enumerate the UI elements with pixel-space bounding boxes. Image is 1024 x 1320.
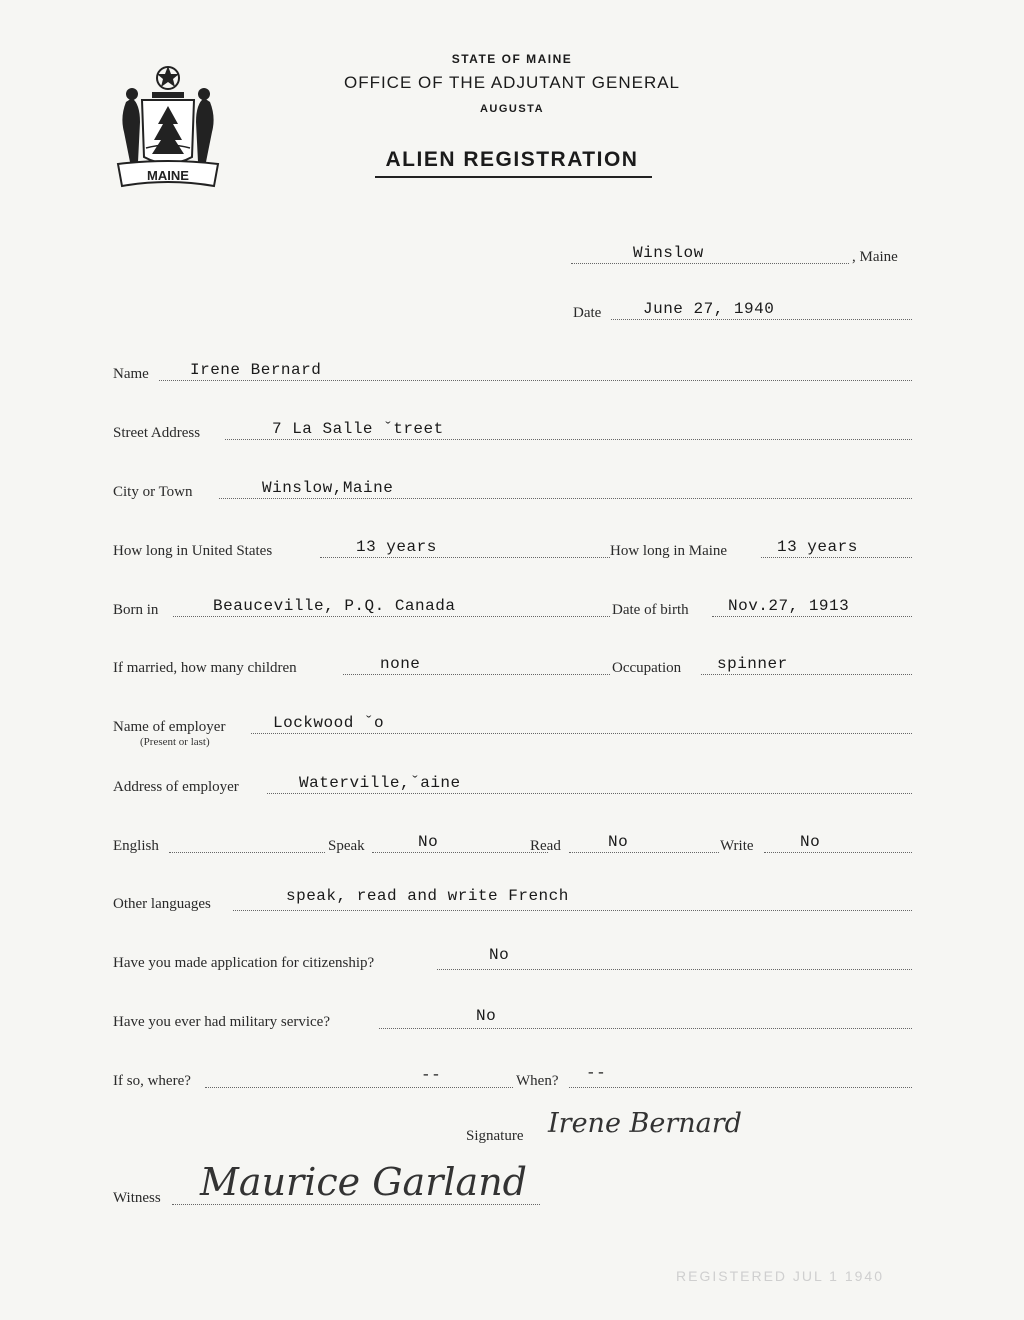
military-value: No xyxy=(476,1007,497,1025)
form-title: ALIEN REGISTRATION xyxy=(385,148,639,171)
children-label: If married, how many children xyxy=(113,660,297,676)
employer-address-row xyxy=(113,774,912,796)
english-label: English xyxy=(113,838,159,854)
location-row xyxy=(113,244,912,266)
military-label: Have you ever had military service? xyxy=(113,1014,330,1030)
city-value: Winslow,Maine xyxy=(262,479,394,497)
employer-row xyxy=(113,714,912,736)
date-value: June 27, 1940 xyxy=(643,300,775,318)
header-state: STATE OF MAINE xyxy=(451,52,573,66)
employer-value: Lockwood ˇo xyxy=(273,714,385,732)
employer-label: Name of employer xyxy=(113,719,226,735)
birth-row xyxy=(113,597,912,619)
town-value: Winslow xyxy=(633,244,704,262)
children-row xyxy=(113,655,912,677)
english-row xyxy=(113,833,912,855)
born-in-value: Beauceville, P.Q. Canada xyxy=(213,597,456,615)
speak-label: Speak xyxy=(328,838,365,854)
maine-suffix: , Maine xyxy=(852,249,898,265)
read-value: No xyxy=(608,833,629,851)
signature-label: Signature xyxy=(466,1128,524,1144)
name-row xyxy=(113,361,912,383)
name-value: Irene Bernard xyxy=(190,361,322,379)
when-label: When? xyxy=(516,1073,559,1089)
children-value: none xyxy=(380,655,421,673)
other-languages-label: Other languages xyxy=(113,896,211,912)
employer-address-label: Address of employer xyxy=(113,779,239,795)
street-value: 7 La Salle ˇtreet xyxy=(272,420,444,438)
witness-signature: Maurice Garland xyxy=(200,1160,527,1204)
date-row xyxy=(113,300,912,322)
born-in-label: Born in xyxy=(113,602,159,618)
other-languages-value: speak, read and write French xyxy=(286,887,569,905)
name-label: Name xyxy=(113,366,149,382)
street-label: Street Address xyxy=(113,425,201,441)
date-label: Date xyxy=(573,305,602,321)
city-label: City or Town xyxy=(113,484,193,500)
write-value: No xyxy=(800,833,821,851)
duration-row xyxy=(113,538,912,560)
header-office: OFFICE OF THE ADJUTANT GENERAL xyxy=(343,73,681,92)
header-city: AUGUSTA xyxy=(479,103,545,115)
us-duration-value: 13 years xyxy=(356,538,437,556)
seal-lettering: MAINE xyxy=(147,168,189,183)
maine-duration-label: How long in Maine xyxy=(610,543,728,559)
write-label: Write xyxy=(720,838,754,854)
street-row xyxy=(113,420,912,442)
employer-sublabel: (Present or last) xyxy=(140,736,210,748)
us-duration-label: How long in United States xyxy=(113,543,273,559)
where-value: -- xyxy=(421,1066,442,1084)
employer-address-value: Waterville,ˇaine xyxy=(299,774,461,792)
read-label: Read xyxy=(530,838,561,854)
maine-duration-value: 13 years xyxy=(777,538,858,556)
birth-date-value: Nov.27, 1913 xyxy=(728,597,850,615)
city-row xyxy=(113,479,912,501)
citizenship-label: Have you made application for citizenship? xyxy=(113,955,375,971)
military-row xyxy=(113,1009,912,1031)
where-when-row xyxy=(113,1064,912,1090)
birth-date-label: Date of birth xyxy=(612,602,689,618)
title-underline xyxy=(375,176,652,178)
speak-value: No xyxy=(418,833,439,851)
when-value: -- xyxy=(586,1064,607,1082)
occupation-value: spinner xyxy=(717,655,788,673)
witness-label: Witness xyxy=(113,1190,161,1206)
other-languages-row xyxy=(113,887,912,913)
occupation-label: Occupation xyxy=(612,660,682,676)
applicant-signature: Irene Bernard xyxy=(548,1108,742,1139)
registered-stamp: REGISTERED JUL 1 1940 xyxy=(676,1268,884,1284)
where-label: If so, where? xyxy=(113,1073,191,1089)
citizenship-value: No xyxy=(489,946,510,964)
citizenship-row xyxy=(113,946,912,972)
